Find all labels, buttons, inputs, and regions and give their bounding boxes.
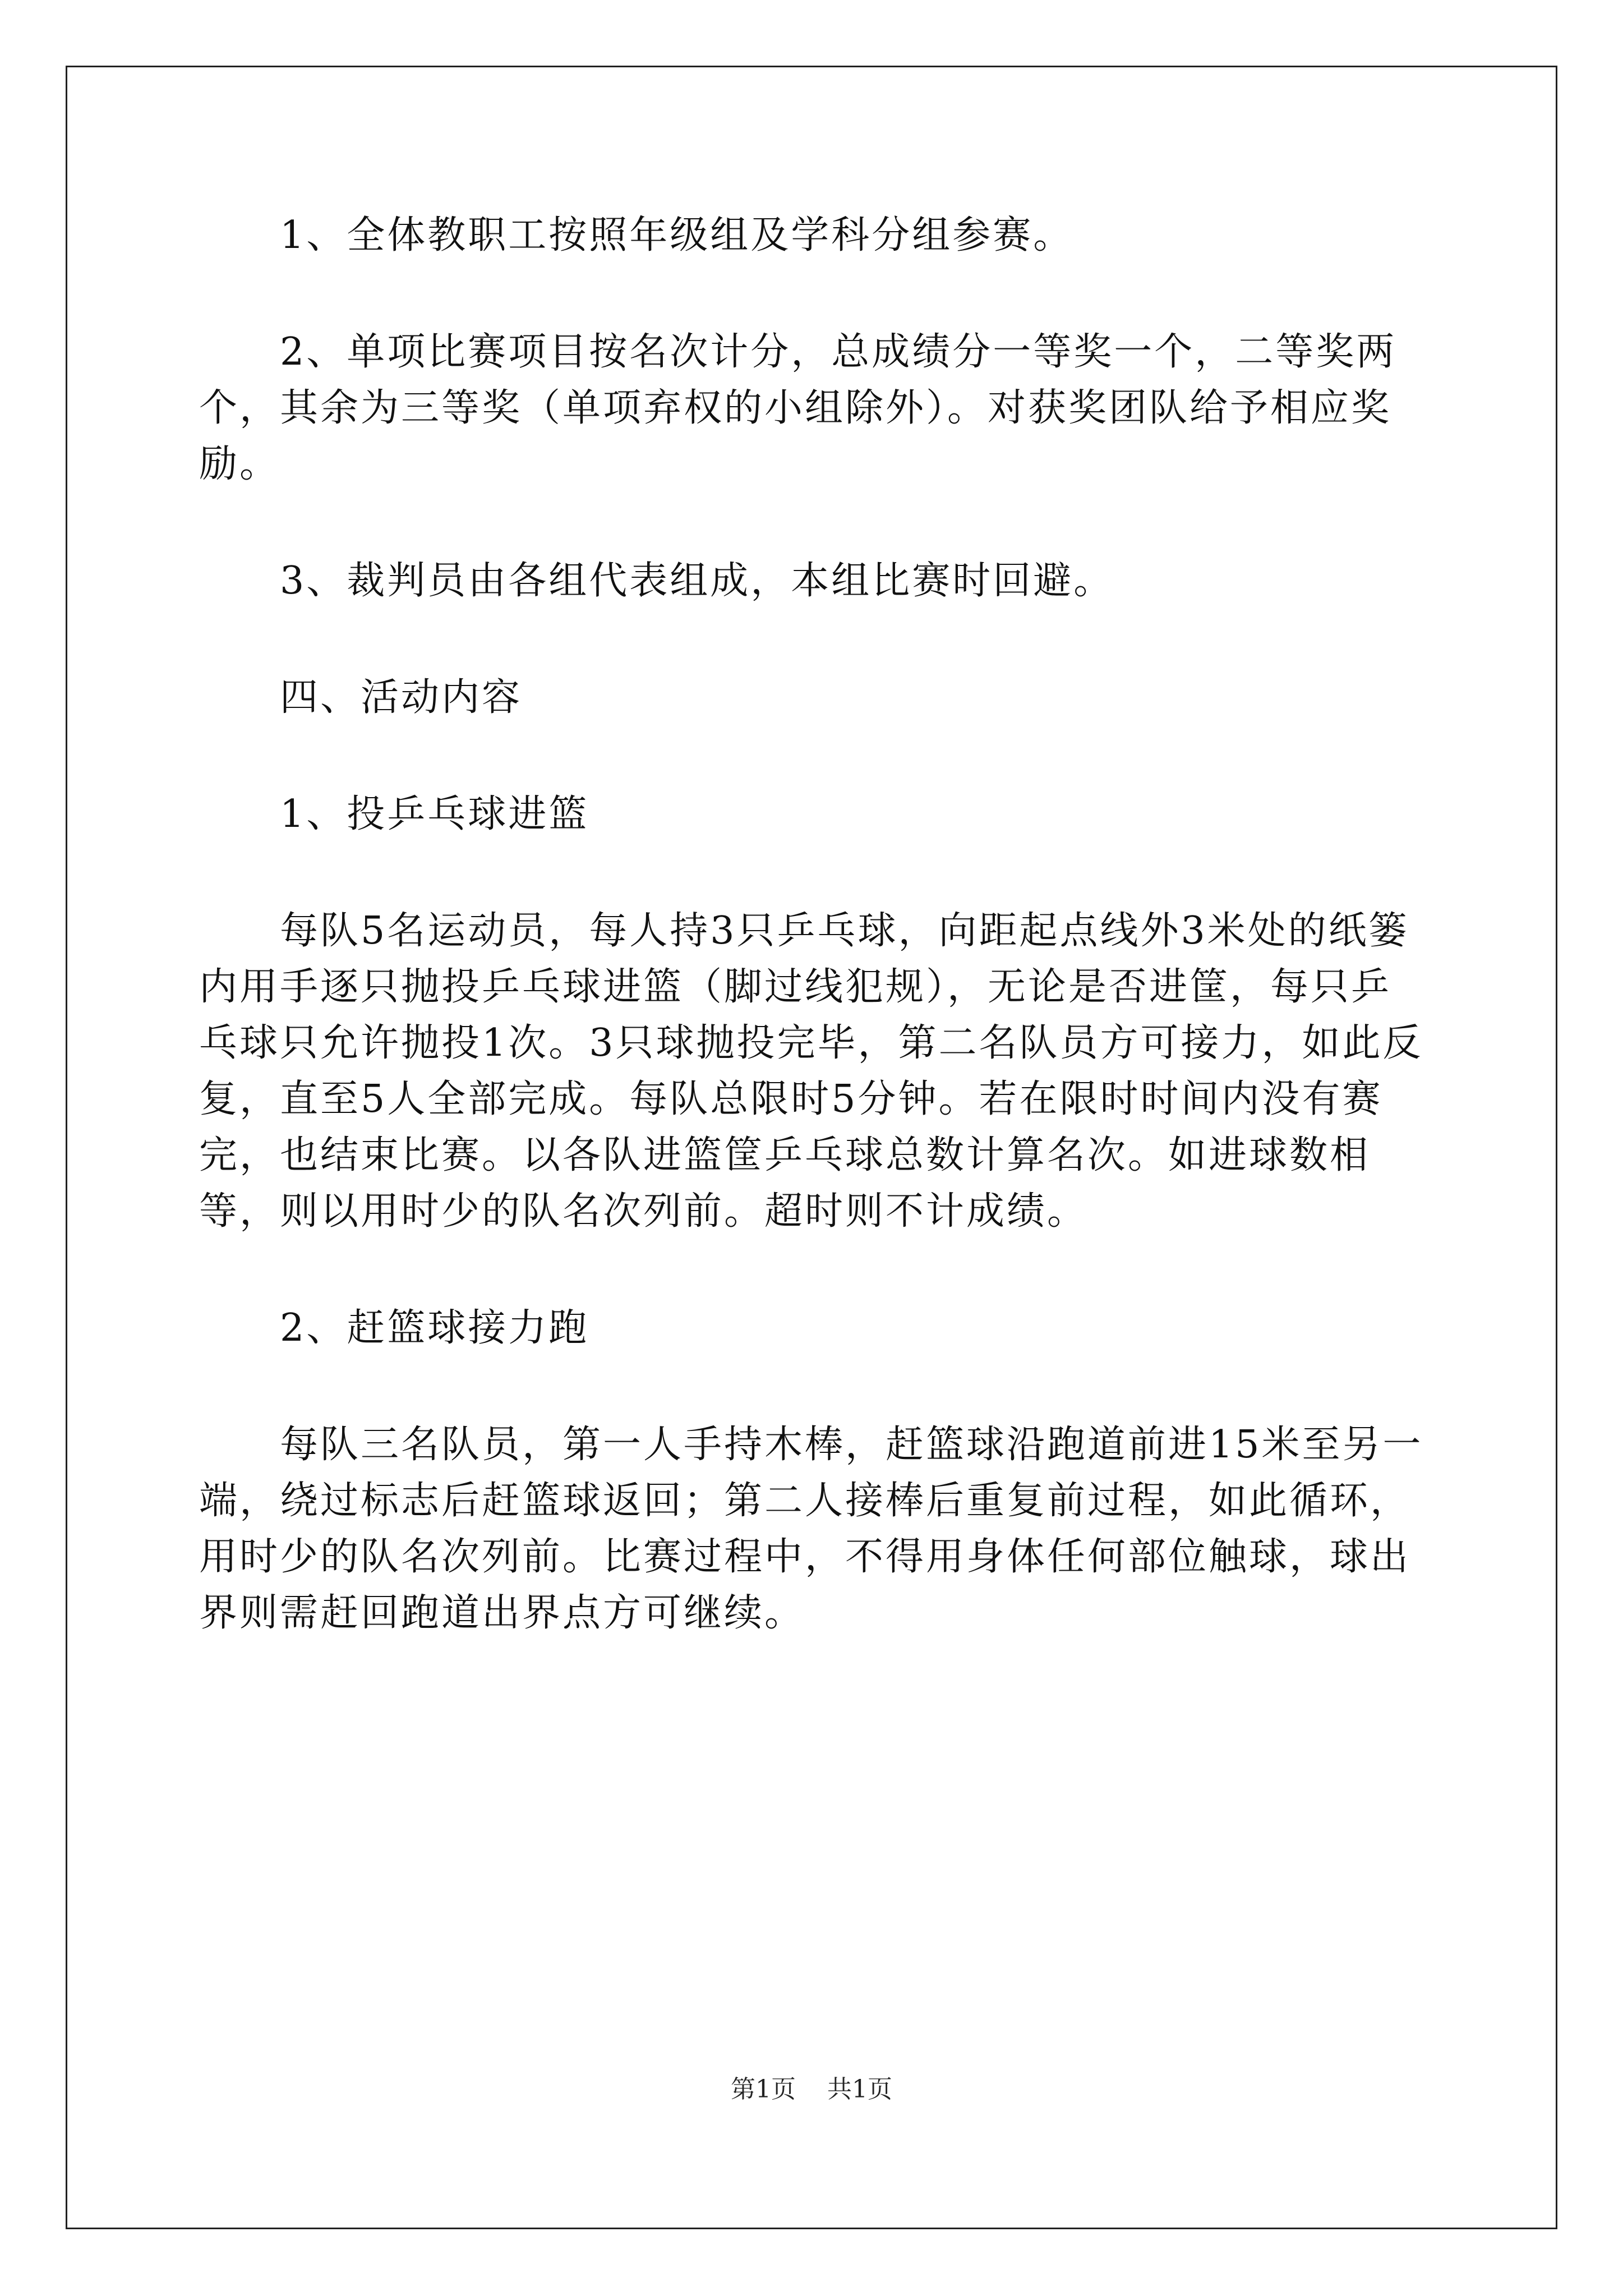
page-number: 第1页: [731, 2075, 796, 2104]
page-total: 共1页: [827, 2075, 892, 2104]
paragraph-rule-1: 1、全体教职工按照年级组及学科分组参赛。: [280, 213, 1074, 257]
page-footer: [0, 2073, 1623, 2106]
activity-2-description: 每队三名队员，第一人手持木棒，赶篮球沿跑道前进15米至另一端，绕过标志后赶篮球返回；第二人接棒后重复前过程，如此循环，用时少的队名次列前。比赛过程中，不得用身体任何部位触球，球出界则需赶回跑道出界点方可继续。: [199, 1423, 1423, 1635]
activity-1-description: 每队5名运动员，每人持3只乒乓球，向距起点线外3米处的纸篓内用手逐只抛投乒乓球进篮（脚过线犯规），无论是否进筐，每只乒乓球只允许抛投1次。3只球抛投完毕，第二名队员方可接力，如此反复，直至5人全部完成。每队总限时5分钟。若在限时时间内没有赛完，也结束比赛。以各队进篮筐乒乓球总数计算名次。如进球数相等，则以用时少的队名次列前。超时则不计成绩。: [199, 909, 1423, 1234]
section-heading-activities: 四、活动内容: [280, 675, 523, 720]
paragraph-rule-2: 2、单项比赛项目按名次计分，总成绩分一等奖一个，二等奖两个，其余为三等奖（单项弃权的小组除外）。对获奖团队给予相应奖励。: [199, 330, 1397, 486]
paragraph-rule-3: 3、裁判员由各组代表组成，本组比赛时回避。: [280, 559, 1114, 603]
document-body: [199, 208, 1427, 1702]
activity-1-title: 1、投乒乓球进篮: [280, 792, 589, 836]
activity-2-title: 2、赶篮球接力跑: [280, 1306, 589, 1350]
